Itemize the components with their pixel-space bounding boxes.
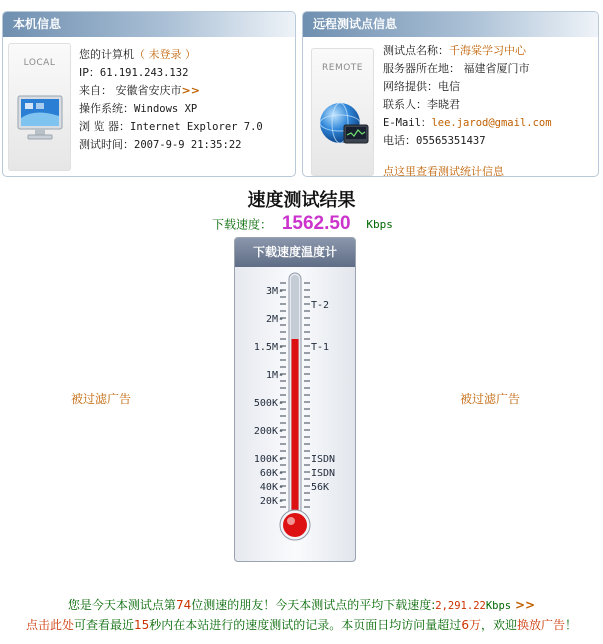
- origin-row: [79, 82, 263, 100]
- average-speed-unit: Kbps: [485, 600, 512, 612]
- local-panel-title: 本机信息: [3, 12, 295, 37]
- speed-label: 下载速度：: [212, 217, 273, 232]
- browser-row: [79, 118, 263, 136]
- ip-label: IP：: [79, 66, 100, 79]
- scale-label: 3M-: [265, 286, 284, 297]
- scale-label: 20K-: [259, 496, 284, 507]
- result-title: 速度测试结果: [247, 190, 356, 211]
- recent-text-d: ！: [564, 618, 577, 632]
- phone-row: [383, 132, 552, 150]
- scale-label: 2M-: [265, 314, 284, 325]
- local-info-list: [79, 46, 263, 154]
- location-value: 福建省厦门市: [463, 62, 530, 75]
- location-row: [383, 60, 552, 78]
- thermometer-bulb: [283, 513, 307, 537]
- local-info-panel: [2, 11, 296, 177]
- name-value[interactable]: 千海棠学习中心: [449, 44, 526, 57]
- scale-label: 1M-: [265, 370, 284, 381]
- contact-row: [383, 96, 552, 114]
- contact-value: 李晓君: [427, 98, 460, 111]
- remote-info-list: [383, 42, 552, 177]
- origin-more-link[interactable]: >>: [181, 84, 200, 97]
- click-here-link[interactable]: 点击此处: [25, 618, 74, 632]
- recent-text-c: ，欢迎: [480, 618, 517, 632]
- filtered-ad-left: 被过滤广告: [71, 392, 132, 406]
- email-label: E-Mail：: [383, 117, 432, 129]
- os-value: Windows XP: [134, 103, 198, 115]
- average-speed: 2,291.22: [435, 600, 486, 612]
- mercury-column: [292, 339, 299, 525]
- remote-card-label: REMOTE: [322, 63, 363, 73]
- scale-label: 60K-: [259, 468, 284, 479]
- speed-unit: Kbps: [366, 217, 393, 231]
- isp-value: 电信: [438, 80, 460, 93]
- phone-value: 05565351437: [416, 135, 486, 147]
- monitor-icon: [15, 94, 65, 144]
- average-more-link[interactable]: >>: [514, 598, 536, 612]
- reference-label: T-2: [311, 300, 330, 311]
- speed-value: 1562.50: [281, 213, 351, 234]
- stats-line-2: [0, 616, 603, 633]
- isp-label: 网络提供：: [383, 80, 438, 93]
- scale-label: 40K-: [259, 482, 284, 493]
- speed-thermometer: [234, 237, 356, 562]
- local-card: [8, 43, 71, 171]
- stats-link-row: [383, 163, 552, 177]
- scale-label: 500K-: [253, 398, 284, 409]
- bulb-highlight: [287, 517, 295, 525]
- time-label: 测试时间：: [79, 138, 134, 151]
- isp-row: [383, 78, 552, 96]
- visits-number: 6万: [461, 618, 481, 632]
- phone-label: 电话：: [383, 134, 416, 147]
- rank-text-a: 您是今天本测试点第: [67, 598, 176, 612]
- local-card-label: LOCAL: [23, 58, 56, 68]
- email-row: [383, 114, 552, 132]
- filtered-ad-right: 被过滤广告: [460, 392, 521, 406]
- remote-panel-title: 远程测试点信息: [303, 12, 598, 37]
- os-label: 操作系统：: [79, 102, 134, 115]
- thermometer-title: 下载速度温度计: [235, 238, 355, 267]
- browser-label: 浏 览 器：: [79, 120, 130, 133]
- browser-value: Internet Explorer 7.0: [130, 121, 263, 133]
- computer-label: 您的计算机: [79, 48, 134, 61]
- scale-label: 1.5M-: [253, 342, 284, 353]
- login-status[interactable]: （ 未登录 ）: [134, 48, 196, 61]
- time-value: 2007-9-9 21:35:22: [134, 139, 242, 151]
- contact-label: 联系人：: [383, 98, 427, 111]
- ip-value: 61.191.243.132: [99, 67, 189, 79]
- origin-value: 安徽省安庆市: [115, 84, 182, 97]
- name-label: 测试点名称：: [383, 44, 449, 57]
- ad-exchange-link[interactable]: 换放广告: [516, 618, 565, 632]
- scale-label: 200K-: [253, 426, 284, 437]
- time-row: [79, 136, 263, 154]
- ip-row: [79, 64, 263, 82]
- stats-line-1: [0, 596, 603, 613]
- view-stats-link[interactable]: 点这里查看测试统计信息: [383, 165, 504, 177]
- download-speed: [212, 213, 393, 235]
- rank-text-b: 位测速的朋友！今天本测试点的平均下载速度:: [191, 598, 436, 612]
- computer-row: [79, 46, 263, 64]
- reference-label: ISDN: [311, 454, 336, 465]
- remote-info-panel: [302, 11, 599, 177]
- os-row: [79, 100, 263, 118]
- recent-text-a: 可查看最近: [74, 618, 135, 632]
- remote-card: [311, 48, 374, 176]
- reference-label: ISDN: [311, 468, 336, 479]
- globe-server-icon: [318, 99, 370, 151]
- recent-text-b: 秒内在本站进行的速度测试的记录。本页面日均访问量超过: [149, 618, 462, 632]
- seconds-number: 15: [134, 618, 150, 632]
- location-label: 服务器所在地：: [383, 62, 460, 75]
- email-link[interactable]: lee.jarod@gmail.com: [431, 117, 552, 129]
- origin-label: 来自：: [79, 84, 112, 97]
- reference-label: T-1: [311, 342, 330, 353]
- rank-number: 74: [175, 598, 192, 612]
- thermometer-gauge: [235, 267, 355, 561]
- scale-label: 100K-: [253, 454, 284, 465]
- reference-label: 56K: [311, 482, 330, 493]
- name-row: [383, 42, 552, 60]
